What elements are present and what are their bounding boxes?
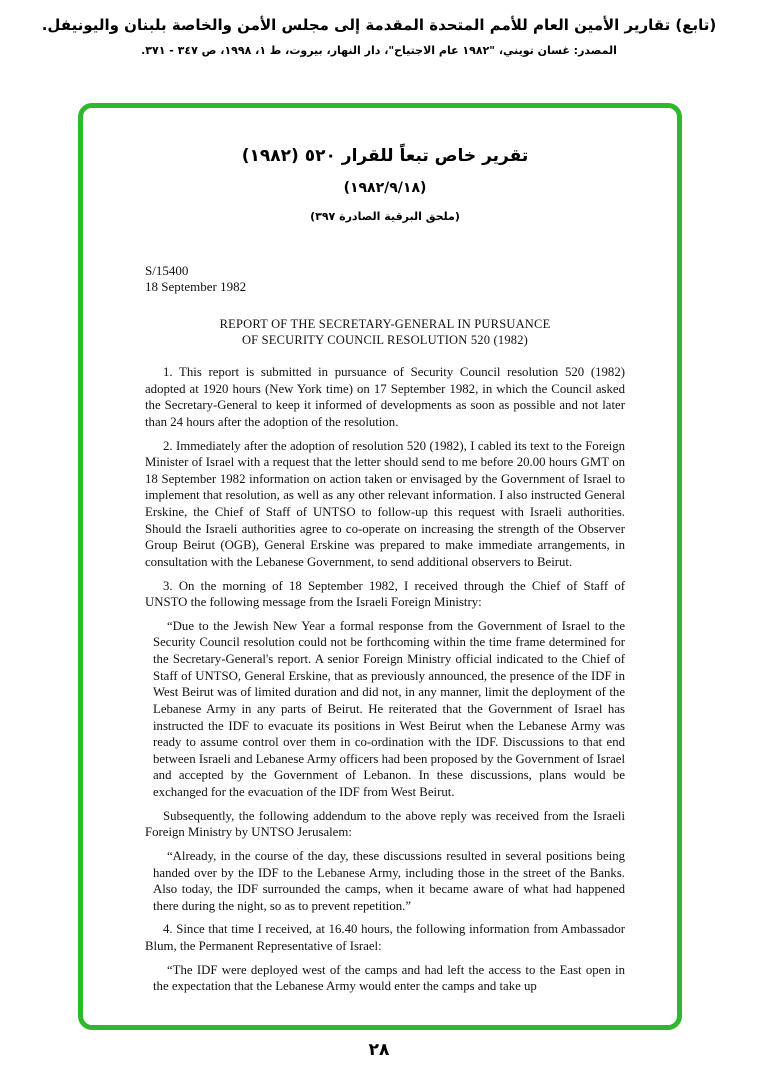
report-title-line2: OF SECURITY COUNCIL RESOLUTION 520 (1982): [241, 332, 529, 347]
paragraph-1: 1. This report is submitted in pursuance of Security Council resolution 520 (1982) adopted at 1920 hours (New York time) on 17 September 1982, in which the Council asked the Secretary-General to keep it informed of developments as soon as possible and not later than 24 hours after the adoption of the resolution.: [145, 365, 625, 429]
green-border-frame: [78, 103, 682, 1030]
arabic-title-block: [145, 146, 625, 223]
report-title-line1: REPORT OF THE SECRETARY-GENERAL IN PURSUANCE: [219, 316, 551, 331]
quoted-message-1: “Due to the Jewish New Year a formal response from the Government of Israel to the Security Council resolution could not be forthcoming within the time frame determined for the Secretary-General's report. A senior Foreign Ministry official indicated to the Chief of Staff of UNTSO, General Erskine, that as previously announced, the presence of the IDF in West Beirut was of limited duration and did not, in any manner, limit the deployment of the Lebanese Army in any parts of Beirut. He reiterated that the Government of Israel has instructed the IDF to evacuate its positions in West Beirut when the Lebanese Army was ready to assume control over them in co-ordination with the IDF. Discussions to that end between Israeli and Lebanese Army officers had been proposed by the Government of Israel and accepted by the Government of Lebanon. In these discussions, plans would be exchanged for the evacuation of the IDF from West Beirut.: [153, 618, 626, 799]
paragraph-3: 3. On the morning of 18 September 1982, I received through the Chief of Staff of UNSTO the following message from the Israeli Foreign Ministry:: [145, 578, 625, 610]
document-content: [83, 108, 677, 995]
page-number: ٢٨: [368, 1040, 390, 1060]
document-number: S/15400: [145, 263, 189, 278]
report-body: [145, 364, 625, 995]
arabic-report-date: (١٩٨٢/٩/١٨): [343, 180, 427, 196]
arabic-header-source: المصدر: غسان تويني، "١٩٨٢ عام الاجتياح"، دار النهار، بيروت، ط ١، ١٩٩٨، ص ٣٤٧ - ٣٧١.: [141, 43, 617, 57]
paragraph-2: 2. Immediately after the adoption of resolution 520 (1982), I cabled its text to the Foreign Minister of Israel with a request that the letter should send to me before 20.00 hours GMT on 18 September 1982 information on action taken or envisaged by the Government of Israel to implement that resolution, as well as any other relevant information. I also instructed General Erskine, the Chief of Staff of UNTSO to follow-up this request with Israeli authorities. Should the Israeli authorities agree to co-operate on increasing the strength of the Observer Group Beirut (OGB), General Erskine was prepared to make immediate arrangements, in consultation with the Lebanese Government, to send additional observers to Beirut.: [145, 438, 625, 569]
document-id-block: [145, 263, 625, 296]
quoted-message-3: “The IDF were deployed west of the camps and had left the access to the East open in the expectation that the Lebanese Army would enter the camps and take up: [153, 962, 625, 994]
arabic-report-title: تقرير خاص تبعاً للقرار ٥٢٠ (١٩٨٢): [241, 146, 529, 166]
quoted-message-2: “Already, in the course of the day, these discussions resulted in several positions being handed over by the IDF to the Lebanese Army, including those in the street of the Banks. Also today, the IDF surrounded the camps, when it became aware of what had happened there during the night, so as to prevent repetition.”: [153, 848, 625, 913]
arabic-header: [0, 0, 758, 58]
arabic-header-title: (تابع) تقارير الأمين العام للأمم المتحدة المقدمة إلى مجلس الأمن والخاصة بلبنان واليونيفل.: [41, 16, 717, 34]
paragraph-subsequently: Subsequently, the following addendum to the above reply was received from the Israeli Foreign Ministry by UNTSO Jerusalem:: [145, 808, 625, 840]
arabic-report-note: (ملحق البرقية الصادرة ٣٩٧): [310, 210, 460, 223]
document-date: 18 September 1982: [145, 279, 247, 295]
report-title: [145, 316, 625, 349]
paragraph-4: 4. Since that time I received, at 16.40 hours, the following information from Ambassador Blum, the Permanent Representative of Israel:: [145, 922, 625, 953]
